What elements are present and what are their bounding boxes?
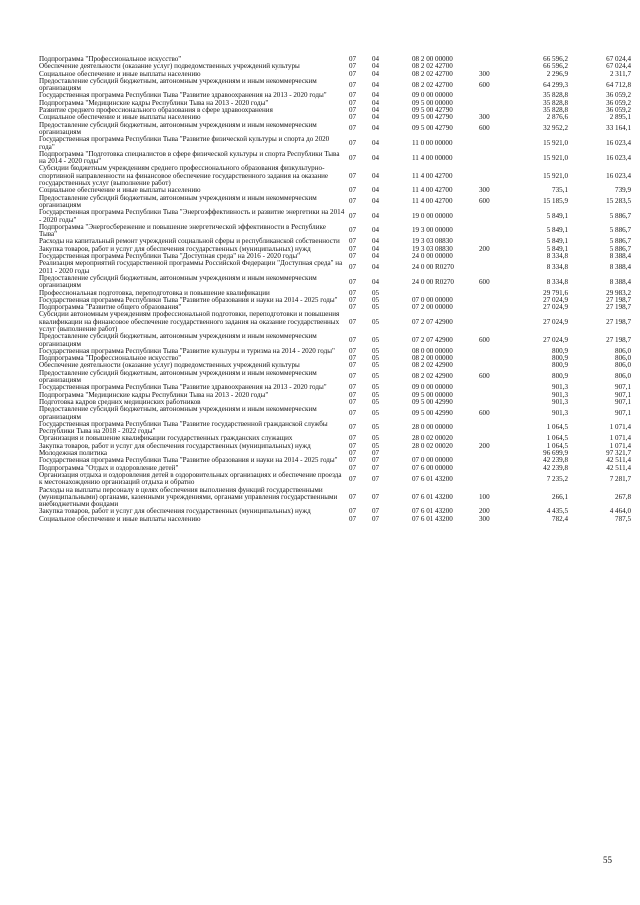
row-subsection: 05 <box>372 295 380 304</box>
table-row <box>0 333 640 348</box>
row-section: 07 <box>349 262 357 271</box>
row-subsection: 04 <box>372 62 380 71</box>
row-name: Подпрограмма "Энергосбережение и повышение энергетической эффективности в Республике Тыва" <box>39 222 326 239</box>
row-target-code: 09 5 00 00000 <box>412 390 453 399</box>
row-expense-type: 600 <box>479 372 490 381</box>
row-name: Предоставление субсидий бюджетным, автономным учреждениям и иным некоммерческим организациям <box>39 273 317 290</box>
row-name: Социальное обеспечение и иные выплаты населению <box>39 113 201 122</box>
row-target-code: 09 0 00 00000 <box>412 383 453 392</box>
row-amount-1: 901,3 <box>552 390 568 399</box>
row-target-code: 07 6 01 43200 <box>412 514 453 523</box>
row-subsection: 05 <box>372 354 380 363</box>
row-section: 07 <box>349 55 357 63</box>
row-target-code: 07 6 01 43200 <box>412 492 453 501</box>
row-expense-type: 100 <box>479 492 490 501</box>
row-amount-1: 1 064,5 <box>546 441 568 450</box>
row-section: 07 <box>349 288 357 297</box>
row-amount-1: 66 596,2 <box>543 55 568 63</box>
row-subsection: 05 <box>372 303 380 312</box>
row-amount-2: 29 983,2 <box>606 288 631 297</box>
row-amount-1: 42 239,8 <box>543 463 568 472</box>
table-row <box>0 370 640 385</box>
row-name: Реализация мероприятий государственной программы Российской Федерации "Доступная среда" на 2011 - 2020 годы <box>39 259 343 275</box>
row-amount-2: 806,0 <box>615 372 631 381</box>
row-subsection: 04 <box>372 244 380 253</box>
row-target-code: 09 5 00 42790 <box>412 113 453 122</box>
row-section: 07 <box>349 106 357 115</box>
table-row <box>0 209 640 224</box>
row-amount-2: 907,1 <box>615 383 631 392</box>
row-subsection: 07 <box>372 514 380 523</box>
row-expense-type: 200 <box>479 507 490 516</box>
row-expense-type: 600 <box>479 197 490 206</box>
row-target-code: 09 5 00 42790 <box>412 124 453 133</box>
row-target-code: 11 4 00 42700 <box>412 171 453 180</box>
row-amount-2: 4 464,0 <box>609 507 631 516</box>
row-name: Обеспечение деятельности (оказание услуг) подведомственных учреждений культуры <box>39 62 300 71</box>
row-amount-1: 64 299,3 <box>543 80 568 89</box>
row-section: 07 <box>349 361 357 370</box>
row-amount-1: 15 921,0 <box>543 171 568 180</box>
row-name: Подпрограмма "Медицинские кадры Республики Тыва на 2013 - 2020 годы" <box>39 390 269 399</box>
table-row <box>0 78 640 93</box>
row-amount-1: 901,3 <box>552 397 568 406</box>
row-amount-1: 96 699,9 <box>543 449 568 458</box>
row-amount-2: 27 198,7 <box>606 303 631 312</box>
row-subsection: 04 <box>372 80 380 89</box>
row-name: Развитие среднего профессионального образования в сфере здравоохранения <box>39 106 273 115</box>
table-row <box>0 516 640 523</box>
row-section: 07 <box>349 354 357 363</box>
row-amount-1: 800,9 <box>552 361 568 370</box>
row-name: Государственная программа Республики Тыва "Развитие образования и науки на 2014 - 2025 годы" <box>39 456 338 465</box>
table-row <box>0 136 640 151</box>
row-amount-1: 35 828,8 <box>543 106 568 115</box>
row-amount-2: 267,8 <box>615 492 631 501</box>
row-amount-1: 8 334,8 <box>546 262 568 271</box>
row-name: Субсидии автономным учреждениям профессиональной подготовки, переподготовки и повышения квалификации на финансовое обеспечение государственного задания на оказание государственных услуг (выполнение работ) <box>39 310 340 333</box>
row-target-code: 09 0 00 00000 <box>412 91 453 100</box>
row-target-code: 08 2 02 42900 <box>412 361 453 370</box>
row-subsection: 05 <box>372 408 380 417</box>
row-target-code: 28 0 02 00020 <box>412 434 453 443</box>
row-target-code: 07 6 01 43200 <box>412 507 453 516</box>
row-subsection: 04 <box>372 226 380 235</box>
row-section: 07 <box>349 197 357 206</box>
row-target-code: 24 0 00 R0270 <box>412 277 454 286</box>
row-amount-2: 5 886,7 <box>609 237 631 246</box>
budget-table <box>0 56 640 523</box>
row-expense-type: 200 <box>479 441 490 450</box>
row-amount-2: 8 388,4 <box>609 277 631 286</box>
row-section: 07 <box>349 492 357 501</box>
row-section: 07 <box>349 434 357 443</box>
row-name: Подпрограмма "Профессиональное искусство" <box>39 55 182 63</box>
row-amount-2: 27 198,7 <box>606 335 631 344</box>
row-subsection: 07 <box>372 474 380 483</box>
row-section: 07 <box>349 171 357 180</box>
row-section: 07 <box>349 303 357 312</box>
row-name: Государственная программа Республики Тыва "Развитие физической культуры и спорта до 2020 года" <box>39 135 330 151</box>
row-section: 07 <box>349 153 357 162</box>
row-subsection: 05 <box>372 434 380 443</box>
row-name: Государственная программа Республики Тыва "Развитие государственной гражданской службы Республики Тыва на 2018 - 2022 годы" <box>39 419 328 436</box>
row-section: 07 <box>349 69 357 78</box>
row-name: Подпрограмма "Профессиональное искусство" <box>39 354 182 363</box>
row-amount-2: 16 023,4 <box>606 171 631 180</box>
row-subsection: 04 <box>372 186 380 195</box>
row-name: Предоставление субсидий бюджетным, автономным учреждениям и иным некоммерческим организациям <box>39 120 317 136</box>
row-subsection: 07 <box>372 463 380 472</box>
row-name: Предоставление субсидий бюджетным, автономным учреждениям и иным некоммерческим организациям <box>39 193 317 209</box>
table-row <box>0 224 640 239</box>
row-section: 07 <box>349 449 357 458</box>
row-subsection: 04 <box>372 124 380 133</box>
row-name: Предоставление субсидий бюджетным, автономным учреждениям и иным некоммерческим организациям <box>39 76 317 93</box>
row-section: 07 <box>349 390 357 399</box>
row-name: Организация и повышение квалификации государственных гражданских служащих <box>39 434 293 443</box>
row-expense-type: 600 <box>479 335 490 344</box>
table-row <box>0 122 640 137</box>
row-amount-1: 29 791,6 <box>543 288 568 297</box>
row-target-code: 07 6 01 43200 <box>412 474 453 483</box>
table-row <box>0 165 640 187</box>
row-amount-2: 67 024,4 <box>606 55 631 63</box>
row-name: Предоставление субсидий бюджетным, автономным учреждениям и иным некоммерческим организациям <box>39 368 317 385</box>
row-subsection: 04 <box>372 113 380 122</box>
row-target-code: 28 0 02 00020 <box>412 441 453 450</box>
row-amount-2: 36 059,2 <box>606 106 631 115</box>
row-subsection: 04 <box>372 69 380 78</box>
row-amount-1: 42 239,8 <box>543 456 568 465</box>
row-amount-1: 32 952,2 <box>543 124 568 133</box>
row-amount-1: 800,9 <box>552 354 568 363</box>
row-name: Закупка товаров, работ и услуг для обеспечения государственных (муниципальных) нужд <box>39 441 311 450</box>
row-amount-2: 15 283,5 <box>606 197 631 206</box>
row-amount-2: 42 511,4 <box>606 463 631 472</box>
row-name: Государственная программа Республики Тыва "Развитие культуры и туризма на 2014 - 2020 годы" <box>39 346 335 355</box>
row-section: 07 <box>349 211 357 220</box>
row-target-code: 24 0 00 R0270 <box>412 262 454 271</box>
row-amount-2: 8 388,4 <box>609 252 631 261</box>
row-amount-2: 1 071,4 <box>609 441 631 450</box>
row-amount-2: 36 059,2 <box>606 91 631 100</box>
row-amount-2: 27 198,7 <box>606 317 631 326</box>
row-target-code: 08 2 00 00000 <box>412 55 453 63</box>
row-section: 07 <box>349 463 357 472</box>
row-amount-2: 16 023,4 <box>606 153 631 162</box>
row-name: Подготовка кадров средних медицинских работников <box>39 397 201 406</box>
row-name: Государственная программа Республики Тыва "Доступная среда" на 2016 - 2020 годы" <box>39 252 301 261</box>
row-section: 07 <box>349 317 357 326</box>
row-amount-2: 16 023,4 <box>606 138 631 147</box>
row-amount-1: 1 064,5 <box>546 434 568 443</box>
row-amount-1: 35 828,8 <box>543 98 568 107</box>
row-subsection: 05 <box>372 441 380 450</box>
row-amount-2: 36 059,2 <box>606 98 631 107</box>
row-amount-1: 5 849,1 <box>546 237 568 246</box>
row-target-code: 07 0 00 00000 <box>412 295 453 304</box>
row-amount-2: 806,0 <box>615 346 631 355</box>
row-section: 07 <box>349 423 357 432</box>
row-name: Государственная программа Республики Тыва "Развитие здравоохранения на 2013 - 2020 годы" <box>39 383 327 392</box>
row-subsection: 05 <box>372 397 380 406</box>
row-expense-type: 600 <box>479 277 490 286</box>
row-target-code: 08 2 02 42700 <box>412 62 453 71</box>
row-section: 07 <box>349 514 357 523</box>
row-expense-type: 600 <box>479 124 490 133</box>
row-section: 07 <box>349 441 357 450</box>
row-subsection: 07 <box>372 507 380 516</box>
row-section: 07 <box>349 124 357 133</box>
row-amount-1: 15 921,0 <box>543 138 568 147</box>
row-target-code: 09 5 00 42990 <box>412 408 453 417</box>
row-subsection: 05 <box>372 383 380 392</box>
table-row <box>0 311 640 333</box>
row-target-code: 11 4 00 42700 <box>412 186 453 195</box>
row-target-code: 19 3 03 08830 <box>412 237 453 246</box>
row-section: 07 <box>349 62 357 71</box>
row-section: 07 <box>349 98 357 107</box>
row-amount-1: 2 296,9 <box>546 69 568 78</box>
row-target-code: 19 3 00 00000 <box>412 226 453 235</box>
row-subsection: 04 <box>372 237 380 246</box>
row-subsection: 04 <box>372 106 380 115</box>
row-amount-1: 5 849,1 <box>546 244 568 253</box>
row-amount-1: 8 334,8 <box>546 252 568 261</box>
row-amount-1: 735,1 <box>552 186 568 195</box>
row-subsection: 04 <box>372 153 380 162</box>
row-subsection: 05 <box>372 423 380 432</box>
row-subsection: 04 <box>372 98 380 107</box>
row-name: Расходы на выплаты персоналу в целях обеспечения выполнения функций государственными (муниципальными) органами, казенными учреждениями, органами управления государственными внебюджетными фондами <box>39 485 338 509</box>
row-name: Государственная программа Республики Тыва "Развитие образования и науки на 2014 - 2025 годы" <box>39 295 338 304</box>
row-section: 07 <box>349 186 357 195</box>
row-name: Социальное обеспечение и иные выплаты населению <box>39 186 201 195</box>
row-name: Государственная программа Республики Тыва "Энергоэффективность и развитие энергетики на 2014 - 2020 годы" <box>39 208 345 224</box>
row-name: Подпрограмма "Подготовка специалистов в сфере физической культуры и спорта Республики Тыва на 2014 - 2020 годы" <box>39 149 340 166</box>
row-subsection: 07 <box>372 449 380 458</box>
row-target-code: 11 4 00 00000 <box>412 153 453 162</box>
row-section: 07 <box>349 237 357 246</box>
row-name: Профессиональная подготовка, переподготовка и повышение квалификации <box>39 288 270 297</box>
row-amount-1: 901,3 <box>552 383 568 392</box>
page-number: 55 <box>603 855 612 865</box>
row-amount-2: 7 281,7 <box>609 474 631 483</box>
row-name: Государственная программа Республики Тыва "Развитие здравоохранения на 2013 - 2020 годы" <box>39 91 327 100</box>
row-subsection: 05 <box>372 335 380 344</box>
row-amount-1: 15 921,0 <box>543 153 568 162</box>
row-amount-1: 15 185,9 <box>543 197 568 206</box>
row-target-code: 19 0 00 00000 <box>412 211 453 220</box>
row-subsection: 04 <box>372 171 380 180</box>
row-amount-2: 2 895,1 <box>609 113 631 122</box>
row-name: Обеспечение деятельности (оказание услуг) подведомственных учреждений культуры <box>39 361 300 370</box>
row-name: Субсидии бюджетным учреждениям среднего профессионального образования физкультурно-спортивной направленности на финансовое обеспечение государственного задания на оказание государственных услуг (выполнение работ) <box>39 164 329 188</box>
row-subsection: 07 <box>372 456 380 465</box>
row-amount-1: 4 435,5 <box>546 507 568 516</box>
row-section: 07 <box>349 91 357 100</box>
row-amount-2: 907,1 <box>615 390 631 399</box>
row-name: Подпрограмма "Развитие общего образования" <box>39 303 182 312</box>
row-subsection: 04 <box>372 262 380 271</box>
row-name: Социальное обеспечение и иные выплаты населению <box>39 69 201 78</box>
row-target-code: 08 2 00 00000 <box>412 354 453 363</box>
row-amount-1: 901,3 <box>552 408 568 417</box>
row-amount-2: 739,9 <box>615 186 631 195</box>
row-expense-type: 300 <box>479 69 490 78</box>
row-subsection: 05 <box>372 317 380 326</box>
row-subsection: 04 <box>372 138 380 147</box>
row-name: Расходы на капитальный ремонт учреждений социальной сферы и республиканской собственности <box>39 237 340 246</box>
row-section: 07 <box>349 383 357 392</box>
row-subsection: 04 <box>372 55 380 63</box>
row-name: Подпрограмма "Медицинские кадры Республики Тыва на 2013 - 2020 годы" <box>39 98 269 107</box>
row-target-code: 07 2 07 42900 <box>412 317 453 326</box>
row-target-code: 07 0 00 00000 <box>412 456 453 465</box>
row-target-code: 11 0 00 00000 <box>412 138 453 147</box>
row-amount-1: 800,9 <box>552 346 568 355</box>
row-target-code: 28 0 00 00000 <box>412 423 453 432</box>
row-amount-2: 787,5 <box>615 514 631 523</box>
row-amount-1: 27 024,9 <box>543 317 568 326</box>
row-section: 07 <box>349 346 357 355</box>
row-amount-1: 27 024,9 <box>543 303 568 312</box>
row-name: Подпрограмма "Отдых и оздоровление детей" <box>39 463 179 472</box>
row-amount-1: 800,9 <box>552 372 568 381</box>
row-expense-type: 200 <box>479 244 490 253</box>
row-expense-type: 600 <box>479 408 490 417</box>
row-target-code: 11 4 00 42700 <box>412 197 453 206</box>
table-row <box>0 195 640 210</box>
row-amount-2: 1 071,4 <box>609 423 631 432</box>
row-amount-1: 1 064,5 <box>546 423 568 432</box>
row-name: Социальное обеспечение и иные выплаты населению <box>39 514 201 523</box>
row-section: 07 <box>349 295 357 304</box>
row-section: 07 <box>349 277 357 286</box>
row-amount-2: 1 071,4 <box>609 434 631 443</box>
row-amount-1: 782,4 <box>552 514 568 523</box>
row-subsection: 05 <box>372 288 380 297</box>
row-target-code: 08 2 02 42700 <box>412 69 453 78</box>
row-target-code: 09 5 00 42990 <box>412 397 453 406</box>
row-amount-2: 806,0 <box>615 361 631 370</box>
row-amount-2: 907,1 <box>615 397 631 406</box>
row-section: 07 <box>349 252 357 261</box>
row-section: 07 <box>349 372 357 381</box>
row-name: Предоставление субсидий бюджетным, автономным учреждениям и иным некоммерческим организациям <box>39 332 317 348</box>
table-row <box>0 421 640 436</box>
row-target-code: 09 5 00 42790 <box>412 106 453 115</box>
row-name: Молодежная политика <box>39 449 108 458</box>
row-subsection: 07 <box>372 492 380 501</box>
row-amount-2: 5 886,7 <box>609 244 631 253</box>
row-section: 07 <box>349 408 357 417</box>
row-name: Организация отдыха и оздоровления детей в оздоровительных организациях и обеспечение проезда к местонахождению организаций отдыха и обратно <box>39 470 342 487</box>
row-expense-type: 300 <box>479 186 490 195</box>
row-section: 07 <box>349 397 357 406</box>
row-target-code: 07 2 07 42900 <box>412 335 453 344</box>
row-subsection: 04 <box>372 277 380 286</box>
row-amount-1: 5 849,1 <box>546 226 568 235</box>
row-amount-1: 8 334,8 <box>546 277 568 286</box>
row-target-code: 07 2 00 00000 <box>412 303 453 312</box>
row-amount-2: 42 511,4 <box>606 456 631 465</box>
row-target-code: 19 3 03 08830 <box>412 244 453 253</box>
row-section: 07 <box>349 456 357 465</box>
table-row <box>0 487 640 509</box>
row-target-code: 09 5 00 00000 <box>412 98 453 107</box>
row-section: 07 <box>349 226 357 235</box>
row-amount-2: 8 388,4 <box>609 262 631 271</box>
row-subsection: 05 <box>372 361 380 370</box>
row-amount-2: 67 024,4 <box>606 62 631 71</box>
row-name: Закупка товаров, работ и услуг для обеспечения государственных (муниципальных) нужд <box>39 507 311 516</box>
row-section: 07 <box>349 138 357 147</box>
row-amount-2: 64 712,8 <box>606 80 631 89</box>
row-target-code: 08 2 02 42900 <box>412 372 453 381</box>
row-expense-type: 300 <box>479 514 490 523</box>
row-target-code: 07 6 00 00000 <box>412 463 453 472</box>
row-amount-2: 2 311,7 <box>609 69 631 78</box>
row-subsection: 04 <box>372 252 380 261</box>
row-expense-type: 300 <box>479 113 490 122</box>
row-section: 07 <box>349 113 357 122</box>
row-amount-2: 907,1 <box>615 408 631 417</box>
row-target-code: 08 2 02 42700 <box>412 80 453 89</box>
row-amount-1: 5 849,1 <box>546 211 568 220</box>
row-amount-2: 806,0 <box>615 354 631 363</box>
row-name: Предоставление субсидий бюджетным, автономным учреждениям и иным некоммерческим организациям <box>39 405 317 421</box>
row-amount-2: 5 886,7 <box>609 226 631 235</box>
row-section: 07 <box>349 474 357 483</box>
row-subsection: 04 <box>372 197 380 206</box>
row-section: 07 <box>349 244 357 253</box>
row-amount-1: 27 024,9 <box>543 335 568 344</box>
row-subsection: 04 <box>372 91 380 100</box>
row-section: 07 <box>349 80 357 89</box>
row-amount-1: 2 876,6 <box>546 113 568 122</box>
row-subsection: 05 <box>372 372 380 381</box>
row-target-code: 24 0 00 00000 <box>412 252 453 261</box>
row-amount-2: 5 886,7 <box>609 211 631 220</box>
row-subsection: 05 <box>372 346 380 355</box>
row-amount-1: 27 024,9 <box>543 295 568 304</box>
row-subsection: 04 <box>372 211 380 220</box>
row-subsection: 05 <box>372 390 380 399</box>
row-amount-2: 33 164,1 <box>606 124 631 133</box>
row-section: 07 <box>349 507 357 516</box>
row-amount-1: 35 828,8 <box>543 91 568 100</box>
row-amount-1: 7 235,2 <box>546 474 568 483</box>
table-row <box>0 275 640 290</box>
table-row <box>0 260 640 275</box>
table-row <box>0 151 640 166</box>
table-row <box>0 472 640 487</box>
row-target-code: 08 0 00 00000 <box>412 346 453 355</box>
row-amount-2: 97 321,7 <box>606 449 631 458</box>
row-section: 07 <box>349 335 357 344</box>
table-row <box>0 406 640 421</box>
row-amount-1: 66 596,2 <box>543 62 568 71</box>
row-expense-type: 600 <box>479 80 490 89</box>
row-amount-1: 266,1 <box>552 492 568 501</box>
row-name: Закупка товаров, работ и услуг для обеспечения государственных (муниципальных) нужд <box>39 244 311 253</box>
row-amount-2: 27 198,7 <box>606 295 631 304</box>
